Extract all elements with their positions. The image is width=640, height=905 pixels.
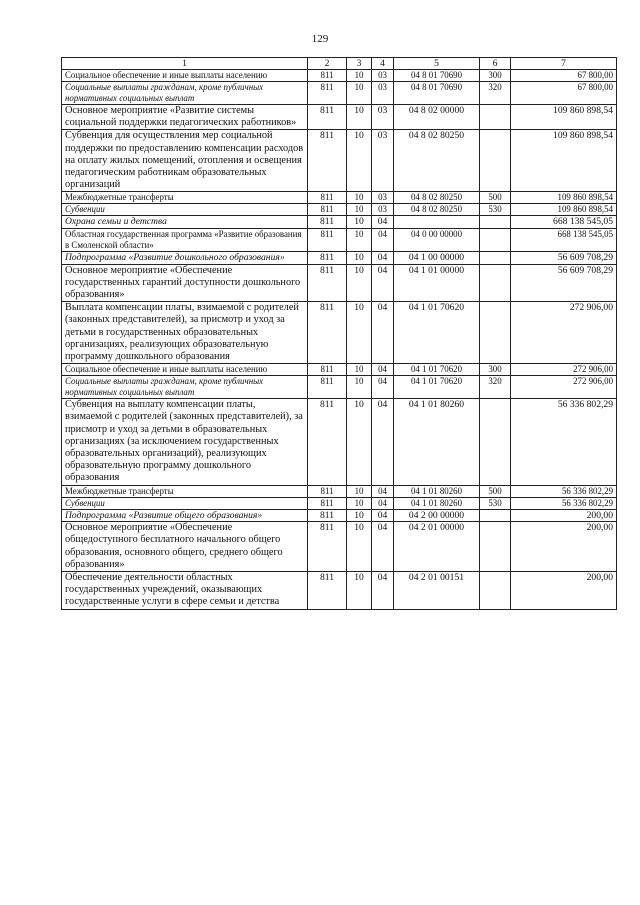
table-row	[62, 364, 617, 376]
section-code: 10	[347, 509, 372, 522]
expense-type-code: 300	[480, 364, 511, 376]
amount: 56 609 708,29	[511, 264, 617, 302]
section-code: 10	[347, 130, 372, 192]
table-row	[62, 252, 617, 265]
table-row	[62, 82, 617, 105]
target-article-code: 04 1 01 70620	[394, 302, 480, 364]
section-code: 10	[347, 216, 372, 229]
expense-type-code: 500	[480, 192, 511, 204]
amount: 56 336 802,29	[511, 497, 617, 509]
subsection-code: 04	[372, 572, 394, 610]
column-header: 4	[372, 58, 394, 70]
table-row	[62, 204, 617, 216]
amount: 200,00	[511, 509, 617, 522]
amount: 200,00	[511, 572, 617, 610]
target-article-code: 04 8 02 00000	[394, 105, 480, 130]
subsection-code: 04	[372, 376, 394, 399]
subsection-code: 03	[372, 130, 394, 192]
column-header: 3	[347, 58, 372, 70]
target-article-code: 04 1 01 80260	[394, 399, 480, 485]
column-header: 2	[308, 58, 347, 70]
section-code: 10	[347, 485, 372, 497]
table-row	[62, 376, 617, 399]
expense-type-code	[480, 130, 511, 192]
admin-code: 811	[308, 302, 347, 364]
subsection-code: 03	[372, 192, 394, 204]
row-name: Подпрограмма «Развитие дошкольного образования»	[62, 252, 308, 265]
admin-code: 811	[308, 252, 347, 265]
admin-code: 811	[308, 376, 347, 399]
section-code: 10	[347, 572, 372, 610]
target-article-code: 04 8 02 80250	[394, 192, 480, 204]
row-name: Субвенции	[62, 497, 308, 509]
expense-type-code	[480, 105, 511, 130]
table-row	[62, 192, 617, 204]
section-code: 10	[347, 399, 372, 485]
section-code: 10	[347, 252, 372, 265]
table-row	[62, 522, 617, 572]
subsection-code: 04	[372, 509, 394, 522]
subsection-code: 04	[372, 364, 394, 376]
target-article-code: 04 1 01 80260	[394, 485, 480, 497]
subsection-code: 04	[372, 497, 394, 509]
amount: 272 906,00	[511, 302, 617, 364]
subsection-code: 04	[372, 302, 394, 364]
section-code: 10	[347, 302, 372, 364]
target-article-code: 04 2 01 00000	[394, 522, 480, 572]
target-article-code: 04 8 01 70690	[394, 82, 480, 105]
admin-code: 811	[308, 399, 347, 485]
table-row	[62, 216, 617, 229]
section-code: 10	[347, 70, 372, 82]
table-body	[62, 70, 617, 610]
expense-type-code: 500	[480, 485, 511, 497]
target-article-code: 04 2 01 00151	[394, 572, 480, 610]
row-name: Субвенции	[62, 204, 308, 216]
amount: 67 800,00	[511, 70, 617, 82]
row-name: Основное мероприятие «Обеспечение общедоступного бесплатного начального общего образования, основного общего, среднего общего образования»	[62, 522, 308, 572]
expense-type-code	[480, 399, 511, 485]
target-article-code: 04 2 00 00000	[394, 509, 480, 522]
row-name: Социальное обеспечение и иные выплаты населению	[62, 364, 308, 376]
target-article-code: 04 1 01 80260	[394, 497, 480, 509]
amount: 56 336 802,29	[511, 485, 617, 497]
section-code: 10	[347, 364, 372, 376]
expense-type-code: 530	[480, 204, 511, 216]
expense-type-code	[480, 252, 511, 265]
target-article-code: 04 0 00 00000	[394, 229, 480, 252]
row-name: Основное мероприятие «Обеспечение государственных гарантий доступности дошкольного образования»	[62, 264, 308, 302]
admin-code: 811	[308, 485, 347, 497]
admin-code: 811	[308, 192, 347, 204]
admin-code: 811	[308, 130, 347, 192]
table-row	[62, 572, 617, 610]
budget-table	[61, 57, 617, 610]
subsection-code: 04	[372, 522, 394, 572]
subsection-code: 04	[372, 399, 394, 485]
page-number: 129	[311, 33, 329, 45]
table-row	[62, 399, 617, 485]
expense-type-code: 300	[480, 70, 511, 82]
target-article-code: 04 8 02 80250	[394, 130, 480, 192]
admin-code: 811	[308, 105, 347, 130]
row-name: Межбюджетные трансферты	[62, 485, 308, 497]
amount: 272 906,00	[511, 376, 617, 399]
row-name: Субвенция для осуществления мер социальной поддержки по предоставлению компенсации расходов на оплату жилых помещений, отопления и освещения педагогическим работникам образовательных организаций	[62, 130, 308, 192]
section-code: 10	[347, 522, 372, 572]
amount: 272 906,00	[511, 364, 617, 376]
admin-code: 811	[308, 497, 347, 509]
admin-code: 811	[308, 509, 347, 522]
target-article-code: 04 1 01 70620	[394, 364, 480, 376]
table-row	[62, 105, 617, 130]
column-header: 5	[394, 58, 480, 70]
subsection-code: 03	[372, 82, 394, 105]
section-code: 10	[347, 192, 372, 204]
amount: 109 860 898,54	[511, 204, 617, 216]
amount: 56 609 708,29	[511, 252, 617, 265]
admin-code: 811	[308, 70, 347, 82]
target-article-code: 04 1 01 70620	[394, 376, 480, 399]
amount: 668 138 545,05	[511, 216, 617, 229]
section-code: 10	[347, 82, 372, 105]
row-name: Обеспечение деятельности областных государственных учреждений, оказывающих государственные услуги в сфере семьи и детства	[62, 572, 308, 610]
target-article-code: 04 8 01 70690	[394, 70, 480, 82]
admin-code: 811	[308, 204, 347, 216]
admin-code: 811	[308, 229, 347, 252]
amount: 109 860 898,54	[511, 130, 617, 192]
expense-type-code: 320	[480, 376, 511, 399]
subsection-code: 03	[372, 204, 394, 216]
column-header: 1	[62, 58, 308, 70]
section-code: 10	[347, 204, 372, 216]
row-name: Социальные выплаты гражданам, кроме публичных нормативных социальных выплат	[62, 376, 308, 399]
row-name: Социальное обеспечение и иные выплаты населению	[62, 70, 308, 82]
section-code: 10	[347, 376, 372, 399]
table-row	[62, 302, 617, 364]
subsection-code: 04	[372, 485, 394, 497]
expense-type-code	[480, 264, 511, 302]
expense-type-code	[480, 216, 511, 229]
table-row	[62, 485, 617, 497]
expense-type-code	[480, 522, 511, 572]
subsection-code: 04	[372, 252, 394, 265]
table-row	[62, 229, 617, 252]
section-code: 10	[347, 497, 372, 509]
row-name: Субвенция на выплату компенсации платы, взимаемой с родителей (законных представителей), за присмотр и уход за детьми в образовательных организациях (за исключением государственных образовательных организаций), реализующих образовательную программу дошкольного образования	[62, 399, 308, 485]
expense-type-code	[480, 572, 511, 610]
amount: 56 336 802,29	[511, 399, 617, 485]
admin-code: 811	[308, 264, 347, 302]
section-code: 10	[347, 264, 372, 302]
subsection-code: 04	[372, 216, 394, 229]
subsection-code: 03	[372, 70, 394, 82]
target-article-code: 04 1 00 00000	[394, 252, 480, 265]
amount: 668 138 545,05	[511, 229, 617, 252]
amount: 109 860 898,54	[511, 192, 617, 204]
row-name: Подпрограмма «Развитие общего образования»	[62, 509, 308, 522]
table-row	[62, 497, 617, 509]
admin-code: 811	[308, 572, 347, 610]
expense-type-code	[480, 229, 511, 252]
expense-type-code	[480, 302, 511, 364]
subsection-code: 04	[372, 264, 394, 302]
column-header: 7	[511, 58, 617, 70]
admin-code: 811	[308, 522, 347, 572]
expense-type-code: 320	[480, 82, 511, 105]
row-name: Межбюджетные трансферты	[62, 192, 308, 204]
admin-code: 811	[308, 364, 347, 376]
expense-type-code	[480, 509, 511, 522]
table-row	[62, 264, 617, 302]
amount: 67 800,00	[511, 82, 617, 105]
row-name: Областная государственная программа «Развитие образования в Смоленской области»	[62, 229, 308, 252]
target-article-code: 04 8 02 80250	[394, 204, 480, 216]
subsection-code: 04	[372, 229, 394, 252]
expense-type-code: 530	[480, 497, 511, 509]
subsection-code: 03	[372, 105, 394, 130]
header-row	[62, 58, 617, 70]
amount: 109 860 898,54	[511, 105, 617, 130]
row-name: Основное мероприятие «Развитие системы социальной поддержки педагогических работников»	[62, 105, 308, 130]
row-name: Охрана семьи и детства	[62, 216, 308, 229]
table-row	[62, 70, 617, 82]
target-article-code	[394, 216, 480, 229]
section-code: 10	[347, 229, 372, 252]
table-row	[62, 509, 617, 522]
section-code: 10	[347, 105, 372, 130]
target-article-code: 04 1 01 00000	[394, 264, 480, 302]
row-name: Выплата компенсации платы, взимаемой с родителей (законных представителей), за присмотр и уход за детьми в государственных образовательных организациях, реализующих образовательную программу дошкольного образования	[62, 302, 308, 364]
column-header: 6	[480, 58, 511, 70]
admin-code: 811	[308, 82, 347, 105]
amount: 200,00	[511, 522, 617, 572]
table-row	[62, 130, 617, 192]
admin-code: 811	[308, 216, 347, 229]
row-name: Социальные выплаты гражданам, кроме публичных нормативных социальных выплат	[62, 82, 308, 105]
